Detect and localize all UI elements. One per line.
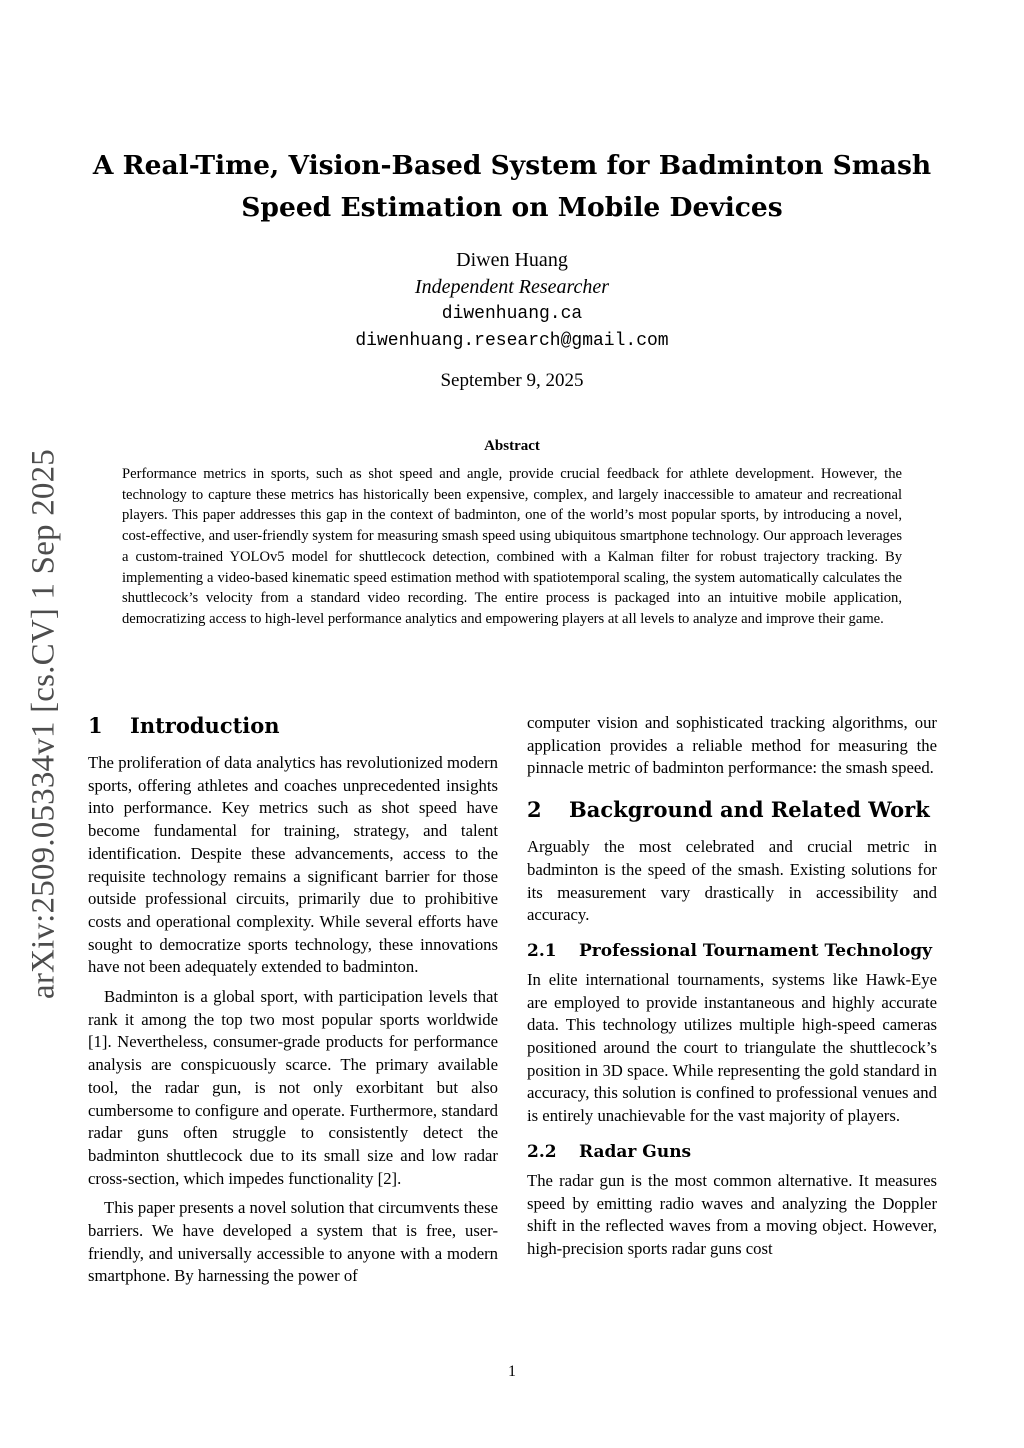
author-website: diwenhuang.ca — [441, 304, 583, 324]
intro-paragraph-3-continued: computer vision and sophisticated tracking algorithms, our application provides a reliable method for measuring the pinnacle metric of badminton performance: the smash speed. — [527, 713, 937, 778]
publication-date: September 9, 2025 — [440, 370, 584, 391]
arxiv-identifier-stamp: arXiv:2509.05334v1 [cs.CV] 1 Sep 2025 — [25, 448, 62, 1000]
intro-paragraph-3: This paper presents a novel solution that circumvents these barriers. We have developed a system that is free, user-friendly, and universally accessible to anyone with a modern smartphone. By harnessing the power of — [88, 1198, 498, 1286]
subsection-number: 2.2 — [527, 1141, 557, 1162]
subsection-title: Professional Tournament Technology — [579, 940, 933, 961]
paper-title-line-1: A Real-Time, Vision-Based System for Badminton Smash — [92, 150, 932, 181]
author-name: Diwen Huang — [456, 249, 568, 271]
radar-paragraph-1: The radar gun is the most common alternative. It measures speed by emitting radio waves and analyzing the Doppler shift in the reflected waves from a moving object. However, high-precision sports radar guns cost — [527, 1170, 937, 1258]
page-number: 1 — [508, 1363, 516, 1380]
abstract-heading: Abstract — [484, 438, 540, 454]
abstract-text: Performance metrics in sports, such as shot speed and angle, provide crucial feedback for athlete development. However, the technology to capture these metrics has historically been expensive, complex, and largely inaccessible to amateur and recreational players. This paper addresses this gap in the context of badminton, one of the world’s most popular sports, by introducing a novel, cost-effective, and user-friendly system for measuring smash speed using ubiquitous smartphone technology. Our approach leverages a custom-trained YOLOv5 model for shuttlecock detection, combined with a Kalman filter for robust trajectory tracking. By implementing a video-based kinematic speed estimation method with spatiotemporal scaling, the system automatically calculates the shuttlecock’s velocity from a standard video recording. The entire process is packaged into an intuitive mobile application, democratizing access to high-level performance analytics and empowering players at all levels to analyze and improve their game. — [122, 466, 902, 627]
paper-title-line-2: Speed Estimation on Mobile Devices — [241, 192, 783, 223]
section-heading-introduction — [88, 712, 498, 740]
section-heading-background — [527, 796, 937, 824]
intro-paragraph-2: Badminton is a global sport, with participation levels that rank it among the top two most popular sports worldwide [1]. Nevertheless, consumer-grade products for performance analysis are conspicuously scarce. The primary available tool, the radar gun, is not only exorbitant but also cumbersome to configure and operate. Furthermore, standard radar guns often struggle to consistently detect the badminton shuttlecock due to its small size and low radar cross-section, which impedes functionality [2]. — [88, 987, 498, 1188]
section-number: 2 — [527, 797, 542, 823]
left-column — [88, 712, 498, 1295]
right-column — [527, 712, 937, 1268]
section-number: 1 — [88, 713, 103, 738]
background-paragraph-1: Arguably the most celebrated and crucial metric in badminton is the speed of the smash. Existing solutions for its measurement vary drastically in accessibility and accuracy. — [527, 837, 937, 925]
section-title: Introduction — [130, 713, 280, 738]
subsection-heading-radar — [527, 1140, 937, 1164]
paper-title — [80, 145, 944, 229]
subsection-heading-professional — [527, 939, 937, 963]
author-affiliation: Independent Researcher — [414, 276, 610, 298]
author-email: diwenhuang.research@gmail.com — [355, 331, 669, 351]
section-title: Background and Related Work — [569, 797, 930, 823]
professional-paragraph-1: In elite international tournaments, systems like Hawk-Eye are employed to provide instantaneous and highly accurate data. This technology utilizes multiple high-speed cameras positioned around the court to triangulate the shuttlecock’s position in 3D space. While representing the gold standard in accuracy, this solution is confined to professional venues and is entirely unachievable for the vast majority of players. — [527, 969, 937, 1126]
subsection-number: 2.1 — [527, 940, 557, 961]
subsection-title: Radar Guns — [579, 1141, 692, 1162]
intro-paragraph-1: The proliferation of data analytics has revolutionized modern sports, offering athletes and coaches unprecedented insights into performance. Key metrics such as shot speed have become fundamental for training, strategy, and talent identification. Despite these advancements, access to the requisite technology remains a significant barrier for those outside professional circuits, primarily due to prohibitive costs and operational complexity. While several efforts have sought to democratize sports technology, these innovations have not been adequately extended to badminton. — [88, 753, 498, 977]
author-block — [80, 247, 944, 355]
